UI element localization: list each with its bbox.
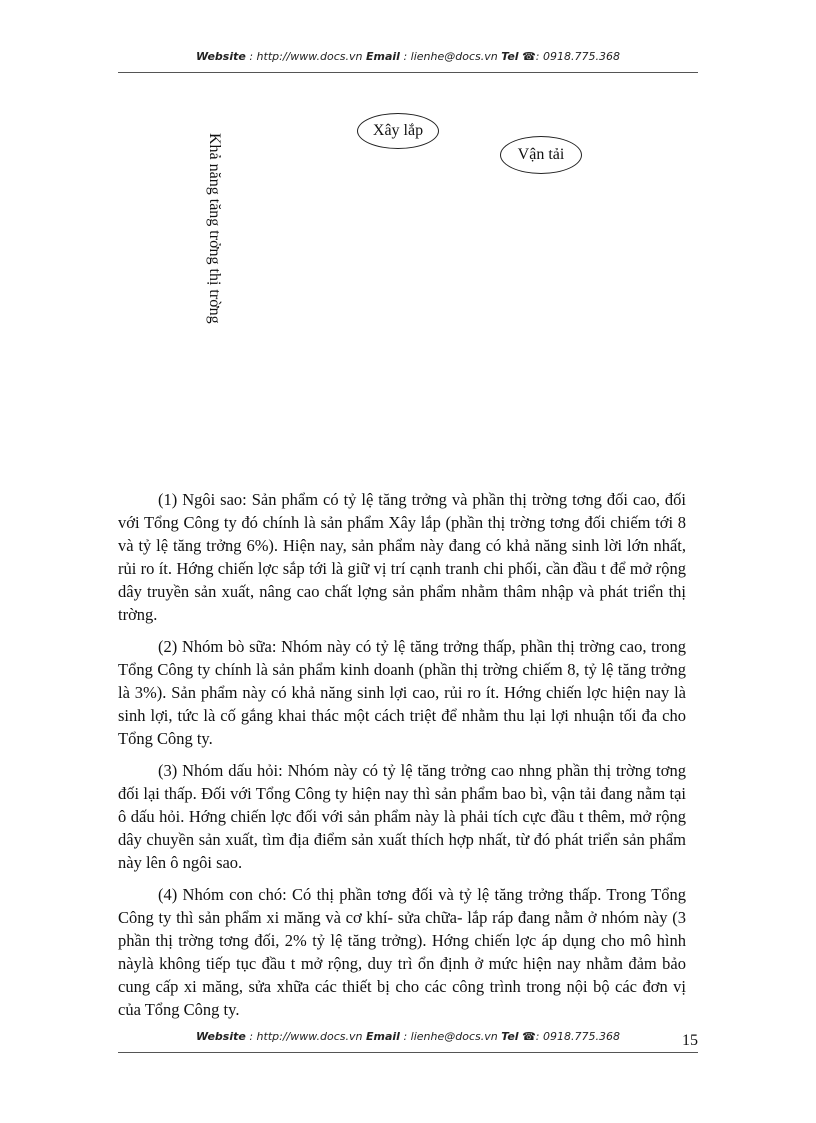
header-tel-label: Tel bbox=[501, 50, 519, 63]
bubble-van-tai-label: Vận tải bbox=[517, 146, 565, 163]
paragraph-dau-hoi: (3) Nhóm dấu hỏi: Nhóm này có tỷ lệ tăng trởng cao nhng phần thị trờng tơng đối lại thấp. Đối với Tổng Công ty hiện nay thì sản phẩm bao bì, vận tải đang nằm tại ô dấu hỏi. Hớng chiến lợc đối với sản phẩm này là phải tích cực đầu t thêm, mở rộng dây chuyền sản xuất, tìm địa điểm sản xuất thích hợp nhất, từ đó phát triển sản phẩm này lên ô ngôi sao. bbox=[118, 761, 686, 872]
body-text bbox=[118, 488, 686, 1030]
footer-tel-label: Tel bbox=[501, 1030, 519, 1043]
phone-icon: ☎ bbox=[522, 50, 536, 63]
page-footer bbox=[118, 1030, 698, 1053]
bubble-xay-lap bbox=[357, 113, 439, 149]
header-website-label: Website bbox=[196, 50, 246, 63]
bubble-xay-lap-label: Xây lắp bbox=[372, 122, 424, 139]
footer-website-label: Website bbox=[196, 1030, 246, 1043]
header-website-url: : http://www.docs.vn bbox=[249, 50, 363, 63]
phone-icon: ☎ bbox=[522, 1030, 536, 1043]
paragraph-bo-sua: (2) Nhóm bò sữa: Nhóm này có tỷ lệ tăng trởng thấp, phần thị trờng cao, trong Tổng Công ty chính là sản phẩm kinh doanh (phần thị trờng chiếm 8, tỷ lệ tăng trởng là 3%). Sản phẩm này có khả năng sinh lợi cao, rủi ro ít. Hớng chiến lợc hiện nay là sinh lợi, tức là cố gắng khai thác một cách triệt để nhằm thu lại lợi nhuận tối đa cho Tổng Công ty. bbox=[118, 637, 686, 748]
header-email: : lienhe@docs.vn bbox=[403, 50, 498, 63]
footer-website-url: : http://www.docs.vn bbox=[249, 1030, 363, 1043]
header-email-label: Email bbox=[366, 50, 400, 63]
footer-tel: : 0918.775.368 bbox=[535, 1030, 620, 1043]
footer-email-label: Email bbox=[366, 1030, 400, 1043]
page-number: 15 bbox=[682, 1032, 698, 1049]
paragraph-con-cho: (4) Nhóm con chó: Có thị phần tơng đối và tỷ lệ tăng trởng thấp. Trong Tổng Công ty thì sản phẩm xi măng và cơ khí- sửa chữa- lắp ráp đang nằm ở nhóm này (3 phần thị trờng tơng đối, 2% tỷ lệ tăng trởng). Hớng chiến lợc áp dụng cho mô hình nàylà không tiếp tục đầu t mở rộng, duy trì ổn định ở mức hiện nay nhằm đảm bảo cung cấp xi măng, sửa xhữa các thiết bị cho các công trình trong nội bộ các đơn vị của Tổng Công ty. bbox=[118, 885, 686, 1019]
paragraph-ngoi-sao: (1) Ngôi sao: Sản phẩm có tỷ lệ tăng trởng và phần thị trờng tơng đối cao, đối với Tổng Công ty đó chính là sản phẩm Xây lắp (phần thị trờng tơng đối chiếm tới 8 và tỷ lệ tăng trởng 6%). Hiện nay, sản phẩm này đang có khả năng sinh lời lớn nhất, rủi ro ít. Hớng chiến lợc sắp tới là giữ vị trí cạnh tranh chi phối, cần đầu t để mở rộng dây truyền sản xuất, nâng cao chất lợng sản phẩm nhằm thâm nhập và phát triển thị trờng. bbox=[118, 490, 686, 624]
y-axis-label: Khả năng tăng trởng thị trờng bbox=[206, 133, 223, 324]
bubble-van-tai bbox=[500, 136, 582, 174]
page-header bbox=[118, 50, 698, 73]
header-tel: : 0918.775.368 bbox=[535, 50, 620, 63]
footer-email: : lienhe@docs.vn bbox=[403, 1030, 498, 1043]
